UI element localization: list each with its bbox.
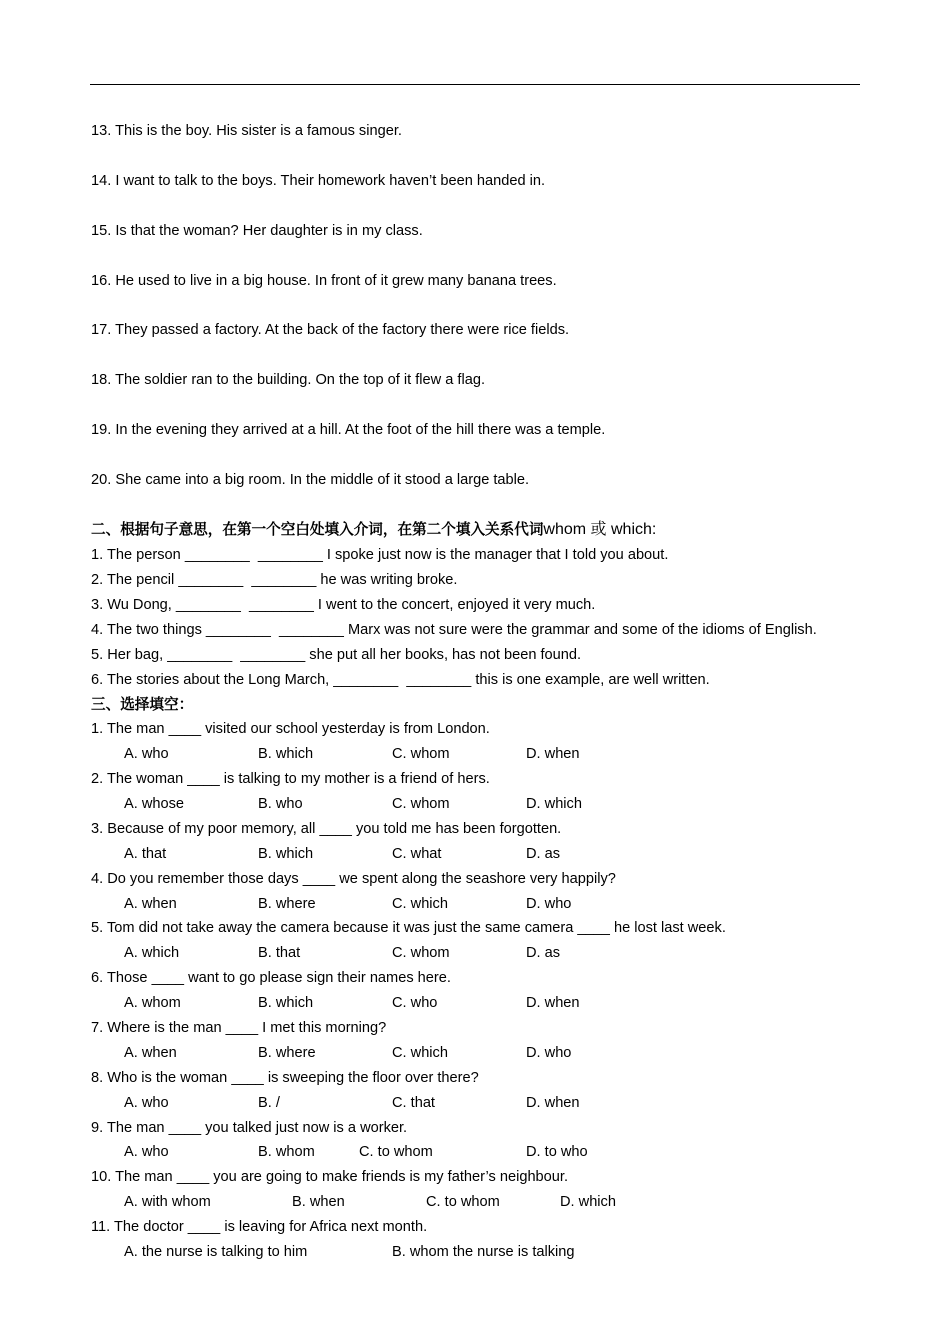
section2-heading bbox=[91, 520, 656, 540]
sentence-18: 18. The soldier ran to the building. On the top of it flew a flag. bbox=[91, 372, 486, 388]
option-4d: D. who bbox=[526, 896, 572, 912]
option-9d: D. to who bbox=[526, 1144, 588, 1160]
option-4c: C. which bbox=[392, 896, 448, 912]
question-1: 1. The man ____ visited our school yesterday is from London. bbox=[91, 721, 490, 737]
question-7: 7. Where is the man ____ I met this morning? bbox=[91, 1020, 387, 1036]
option-10b: B. when bbox=[292, 1194, 345, 1210]
option-7d: D. who bbox=[526, 1045, 572, 1061]
option-6c: C. who bbox=[392, 995, 438, 1011]
option-9c: C. to whom bbox=[359, 1144, 433, 1160]
section2-item-3: 3. Wu Dong, ________ ________ I went to the concert, enjoyed it very much. bbox=[91, 597, 596, 613]
section3-heading: 三、选择填空： bbox=[91, 696, 194, 713]
option-4b: B. where bbox=[258, 896, 316, 912]
option-1a: A. who bbox=[124, 746, 169, 762]
sentence-15: 15. Is that the woman? Her daughter is in my class. bbox=[91, 223, 423, 239]
section2-item-6: 6. The stories about the Long March, ________ ________ this is one example, are well written. bbox=[91, 672, 710, 688]
option-7c: C. which bbox=[392, 1045, 448, 1061]
option-2c: C. whom bbox=[392, 796, 450, 812]
question-3: 3. Because of my poor memory, all ____ you told me has been forgotten. bbox=[91, 821, 562, 837]
section2-item-1: 1. The person ________ ________ I spoke just now is the manager that I told you about. bbox=[91, 547, 669, 563]
section2-heading-cn: 二、根据句子意思，在第一个空白处填入介词，在第二个填入关系代词 bbox=[91, 521, 544, 538]
option-4a: A. when bbox=[124, 896, 177, 912]
option-8d: D. when bbox=[526, 1095, 580, 1111]
option-5b: B. that bbox=[258, 945, 301, 961]
option-3c: C. what bbox=[392, 846, 442, 862]
option-6d: D. when bbox=[526, 995, 580, 1011]
question-4: 4. Do you remember those days ____ we spent along the seashore very happily? bbox=[91, 871, 616, 887]
option-3b: B. which bbox=[258, 846, 314, 862]
option-6b: B. which bbox=[258, 995, 314, 1011]
option-8b: B. / bbox=[258, 1095, 280, 1111]
option-10a: A. with whom bbox=[124, 1194, 211, 1210]
option-2a: A. whose bbox=[124, 796, 185, 812]
section2-item-5: 5. Her bag, ________ ________ she put all her books, has not been found. bbox=[91, 647, 582, 663]
option-9b: B. whom bbox=[258, 1144, 315, 1160]
sentence-19: 19. In the evening they arrived at a hill. At the foot of the hill there was a temple. bbox=[91, 422, 606, 438]
option-11b: B. whom the nurse is talking bbox=[392, 1244, 575, 1260]
question-6: 6. Those ____ want to go please sign their names here. bbox=[91, 970, 451, 986]
option-3d: D. as bbox=[526, 846, 561, 862]
option-10d: D. which bbox=[560, 1194, 616, 1210]
option-1c: C. whom bbox=[392, 746, 450, 762]
section2-heading-tail: whom 或 which: bbox=[543, 521, 657, 538]
question-11: 11. The doctor ____ is leaving for Africa next month. bbox=[91, 1219, 428, 1235]
option-5d: D. as bbox=[526, 945, 561, 961]
option-8c: C. that bbox=[392, 1095, 435, 1111]
option-2d: D. which bbox=[526, 796, 582, 812]
sentence-16: 16. He used to live in a big house. In front of it grew many banana trees. bbox=[91, 273, 557, 289]
section2-item-4: 4. The two things ________ ________ Marx was not sure were the grammar and some of the idioms of English. bbox=[91, 622, 817, 638]
question-2: 2. The woman ____ is talking to my mother is a friend of hers. bbox=[91, 771, 490, 787]
question-8: 8. Who is the woman ____ is sweeping the floor over there? bbox=[91, 1070, 479, 1086]
section2-item-2: 2. The pencil ________ ________ he was writing broke. bbox=[91, 572, 458, 588]
option-7b: B. where bbox=[258, 1045, 316, 1061]
option-8a: A. who bbox=[124, 1095, 169, 1111]
header-rule bbox=[90, 84, 860, 85]
option-1b: B. which bbox=[258, 746, 314, 762]
option-2b: B. who bbox=[258, 796, 303, 812]
option-6a: A. whom bbox=[124, 995, 181, 1011]
option-3a: A. that bbox=[124, 846, 167, 862]
sentence-17: 17. They passed a factory. At the back of the factory there were rice fields. bbox=[91, 322, 570, 338]
option-10c: C. to whom bbox=[426, 1194, 500, 1210]
sentence-14: 14. I want to talk to the boys. Their homework haven’t been handed in. bbox=[91, 173, 546, 189]
option-5a: A. which bbox=[124, 945, 180, 961]
question-10: 10. The man ____ you are going to make friends is my father’s neighbour. bbox=[91, 1169, 569, 1185]
sentence-13: 13. This is the boy. His sister is a famous singer. bbox=[91, 123, 402, 139]
question-5: 5. Tom did not take away the camera because it was just the same camera ____ he lost last week. bbox=[91, 920, 726, 936]
sentence-20: 20. She came into a big room. In the middle of it stood a large table. bbox=[91, 472, 530, 488]
option-11a: A. the nurse is talking to him bbox=[124, 1244, 308, 1260]
option-5c: C. whom bbox=[392, 945, 450, 961]
question-9: 9. The man ____ you talked just now is a worker. bbox=[91, 1120, 408, 1136]
option-7a: A. when bbox=[124, 1045, 177, 1061]
option-1d: D. when bbox=[526, 746, 580, 762]
option-9a: A. who bbox=[124, 1144, 169, 1160]
